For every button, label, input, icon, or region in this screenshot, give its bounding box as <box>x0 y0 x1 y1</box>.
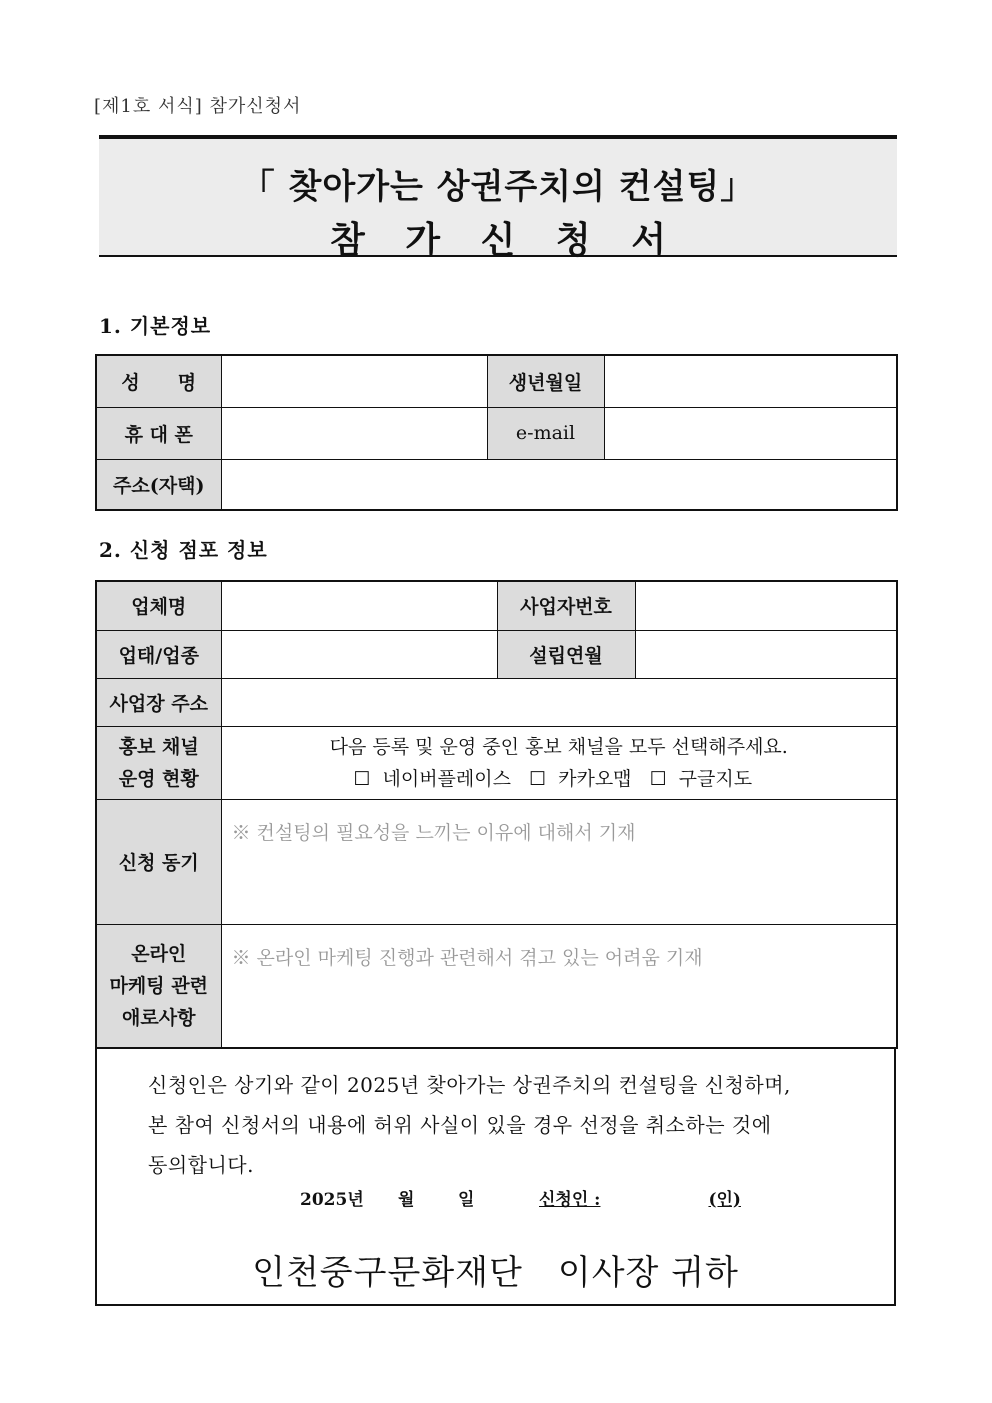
company-name-field[interactable] <box>221 581 497 630</box>
checkbox-kakao-map[interactable]: ☐ <box>529 767 547 790</box>
name-label: 성 명 <box>96 355 221 407</box>
signature-day[interactable]: 일 <box>458 1190 475 1210</box>
signature-month[interactable]: 월 <box>398 1190 415 1210</box>
declaration-text <box>148 1065 868 1185</box>
section-store-info-heading: 2. 신청 점포 정보 <box>99 538 268 562</box>
declaration-line-2: 본 참여 신청서의 내용에 허위 사실이 있을 경우 선정을 취소하는 것에 <box>148 1113 772 1137</box>
recipient: 인천중구문화재단 이사장 귀하 <box>252 1253 739 1293</box>
difficulty-label-line2: 마케팅 관련 <box>109 974 208 997</box>
business-type-field[interactable] <box>221 630 497 678</box>
birthdate-label: 생년월일 <box>487 355 604 407</box>
table-row <box>96 799 897 924</box>
difficulty-label <box>96 924 221 1048</box>
table-row <box>96 678 897 726</box>
form-number-label: [제1호 서식] 참가신청서 <box>94 96 302 117</box>
phone-label: 휴 대 폰 <box>96 407 221 459</box>
page-subtitle: 참 가 신 청 서 <box>329 220 680 261</box>
checkbox-google-maps[interactable]: ☐ <box>649 767 667 790</box>
birthdate-field[interactable] <box>604 355 897 407</box>
promo-channel-options <box>222 763 897 795</box>
table-row <box>96 630 897 678</box>
email-field[interactable] <box>604 407 897 459</box>
name-field[interactable] <box>221 355 487 407</box>
promo-channel-cell <box>221 726 897 799</box>
founded-date-field[interactable] <box>635 630 897 678</box>
business-type-label: 업태/업종 <box>96 630 221 678</box>
home-address-field[interactable] <box>221 459 897 510</box>
signature-year: 2025년 <box>300 1190 364 1210</box>
motive-label: 신청 동기 <box>96 799 221 924</box>
business-address-label: 사업장 주소 <box>96 678 221 726</box>
founded-date-label: 설립연월 <box>497 630 635 678</box>
applicant-label: 신청인 : <box>539 1190 601 1210</box>
declaration-line-1: 신청인은 상기와 같이 2025년 찾아가는 상권주치의 컨설팅을 신청하며, <box>148 1073 791 1097</box>
promo-channel-label <box>96 726 221 799</box>
difficulty-label-line3: 애로사항 <box>122 1006 196 1029</box>
difficulty-field[interactable]: ※ 온라인 마케팅 진행과 관련해서 겪고 있는 어려움 기재 <box>221 924 897 1048</box>
promo-channel-label-line1: 홍보 채널 <box>118 735 199 758</box>
business-address-field[interactable] <box>221 678 897 726</box>
declaration-box <box>95 1047 896 1306</box>
table-row <box>96 459 897 510</box>
email-label: e-mail <box>487 407 604 459</box>
table-row <box>96 581 897 630</box>
table-row <box>96 924 897 1048</box>
store-info-table <box>95 580 898 1049</box>
option-google-maps-label: 구글지도 <box>678 767 753 790</box>
seal-mark: (인) <box>708 1190 741 1210</box>
page-title: 「 찾아가는 상권주치의 컨설팅」 <box>240 167 756 207</box>
basic-info-table <box>95 354 898 511</box>
table-row <box>96 407 897 459</box>
option-kakao-map-label: 카카오맵 <box>558 767 632 790</box>
section-basic-info-heading: 1. 기본정보 <box>99 314 212 338</box>
table-row <box>96 355 897 407</box>
option-naver-place-label: 네이버플레이스 <box>382 767 511 790</box>
table-row <box>96 726 897 799</box>
difficulty-label-line1: 온라인 <box>131 942 187 965</box>
company-name-label: 업체명 <box>96 581 221 630</box>
promo-channel-instruction: 다음 등록 및 운영 중인 홍보 채널을 모두 선택해주세요. <box>329 735 788 758</box>
declaration-line-3: 동의합니다. <box>148 1153 254 1177</box>
motive-field[interactable]: ※ 컨설팅의 필요성을 느끼는 이유에 대해서 기재 <box>221 799 897 924</box>
title-box <box>99 135 897 261</box>
business-number-field[interactable] <box>635 581 897 630</box>
promo-channel-label-line2: 운영 현황 <box>118 767 199 790</box>
phone-field[interactable] <box>221 407 487 459</box>
business-number-label: 사업자번호 <box>497 581 635 630</box>
applicant-signature-line[interactable] <box>539 1185 754 1210</box>
home-address-label: 주소(자택) <box>96 459 221 510</box>
checkbox-naver-place[interactable]: ☐ <box>353 767 371 790</box>
